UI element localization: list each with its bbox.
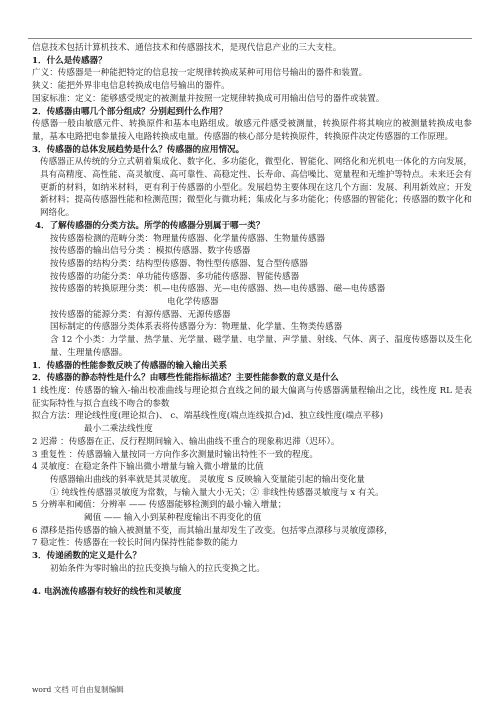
text-line: 按传感器的转换原理分类：机—电传感器、光—电传感器、热—电传感器、磁—电传感器 (50, 284, 386, 295)
text-line: 信息技术包括计算机技术、通信技术和传感器技术，是现代信息产业的三大支柱。 (32, 43, 342, 53)
text-line: 国标制定的传感器分类体系表将传感器分为：物理量、化学量、生物类传感器 (50, 322, 343, 333)
text-line: 广义：传感器是一种能把特定的信息按一定规律转换成某种可用信号输出的器件和装置。 (32, 68, 368, 79)
blank-spacer (32, 576, 472, 586)
text-line: 电化学传感器 (167, 297, 219, 308)
document-body (32, 42, 472, 598)
text-line: 最小二乘法线性度 (84, 424, 153, 435)
text-line: 传感器一般由敏感元件、转换原件和基本电路组成。敏感元件感受被测量，转换原件将其响应的被测量转换成电参量，基本电路把电参量接入电路转换成电量。传感器的核心部分是转换原件，转换原件决定传感器的工作原理。 (32, 119, 472, 142)
page-footer: word 文档 可自由复制编辑 (32, 685, 124, 694)
section-heading: 2．传感器由哪几个部分组成？分别起到什么作用？ (32, 106, 228, 117)
section-heading: 4．了解传感器的分类方法。所学的传感器分别属于哪一类？ (35, 220, 265, 231)
text-line: 国家标准：定义：能够感受规定的被测量并按照一定规律转换成可用输出信号的器件或装置。 (32, 93, 385, 104)
text-line: 按传感器的输出信号分类 ：模拟传感器、数字传感器 (50, 246, 251, 257)
text-line: 6 漂移是指传感器的输入被测量不变，而其输出量却发生了改变。包括零点漂移与灵敏度漂移， (32, 525, 393, 536)
text-line: ① 纯线性传感器灵敏度为常数，与输入量大小无关；② 非线性传感器灵敏度与 x 有关。 (50, 487, 384, 498)
header-rule (28, 38, 472, 39)
text-line: 按传感器的结构分类：结构型传感器、物性型传感器、复合型传感器 (50, 258, 308, 269)
text-line: 2 迟滞 ：传感器在正、反行程期间输入、输出曲线不重合的现象称迟滞（迟环）。 (32, 436, 340, 447)
text-line: 3 重复性 ：传感器输入量按同一方向作多次测量时输出特性不一致的程度。 (32, 449, 318, 460)
section-heading: 1．什么是传感器？ (32, 55, 107, 66)
text-line: 传感器输出曲线的斜率就是其灵敏度。 灵敏度 S 反映输入变量能引起的输出变化量 (50, 474, 365, 485)
text-line: 狭义：能把外界非电信息转换成电信号输出的器件。 (32, 81, 230, 92)
text-line: 5 分辨率和阈值：分辨率 —— 传感器能够检测到的最小输入增量； (32, 500, 287, 511)
text-line: 按传感器检测的范畴分类：物理量传感器、化学量传感器、生物量传感器 (50, 233, 326, 244)
text-line: 4 灵敏度：在稳定条件下输出微小增量与输入微小增量的比值 (32, 462, 264, 473)
section-heading: 1．传感器的性能参数反映了传感器的输入输出关系 (32, 360, 228, 371)
text-line: 含 12 个小类：力学量、热学量、光学量、磁学量、电学量、声学量、射线、气体、离子、温度传感器以及生化量、生理量传感器。 (50, 335, 472, 358)
text-line: 按传感器的功能分类：单功能传感器、多功能传感器、智能传感器 (50, 271, 300, 282)
text-line: 拟合方法：理论线性度(理论拟合)、 c、端基线性度(端点连线拟合)d、独立线性度(端点平移) (32, 411, 384, 422)
section-heading: 4. 电涡流传感器有较好的线性和灵敏度 (32, 586, 182, 597)
text-line: 传感器正从传统的分立式朝着集成化、数字化、多功能化，微型化、智能化、网络化和光机电一体化的方向发展，具有高精度、高性能、高灵敏度、高可靠性、高稳定性、长寿命、高信噪比、宽量程和无维护等特点。未来还会有更新的材料，如纳米材料，更有利于传感器的小型化。发展趋势主要体现在这几个方面：发展、利用新效应；开发新材料；提高传感器性能和检测范围；微型化与微功耗；集成化与多功能化；传感器的智能化；传感器的数字化和网络化。 (40, 157, 472, 219)
section-heading: 2．传感器的静态特性是什么？由哪些性能指标描述？主要性能参数的意义是什么 (32, 373, 339, 384)
section-heading: 3．传递函数的定义是什么？ (32, 551, 142, 562)
section-heading: 3．传感器的总体发展趋势是什么？传感器的应用情况。 (32, 144, 245, 155)
text-line: 初始条件为零时输出的拉氏变换与输入的拉氏变换之比。 (50, 563, 265, 574)
text-line: 阈值 —— 输入小到某种程度输出不再变化的值 (84, 513, 262, 524)
text-line: 7 稳定性：传感器在一较长时间内保持性能参数的能力 (32, 538, 238, 549)
text-line: 1 线性度：传感器的输入-输出校准曲线与理论拟合直线之间的最大偏离与传感器满量程输出之比，线性度 RL 是表征实际特性与拟合直线不吻合的参数 (32, 385, 472, 409)
text-line: 按传感器的能源分类：有源传感器、无源传感器 (50, 309, 231, 320)
